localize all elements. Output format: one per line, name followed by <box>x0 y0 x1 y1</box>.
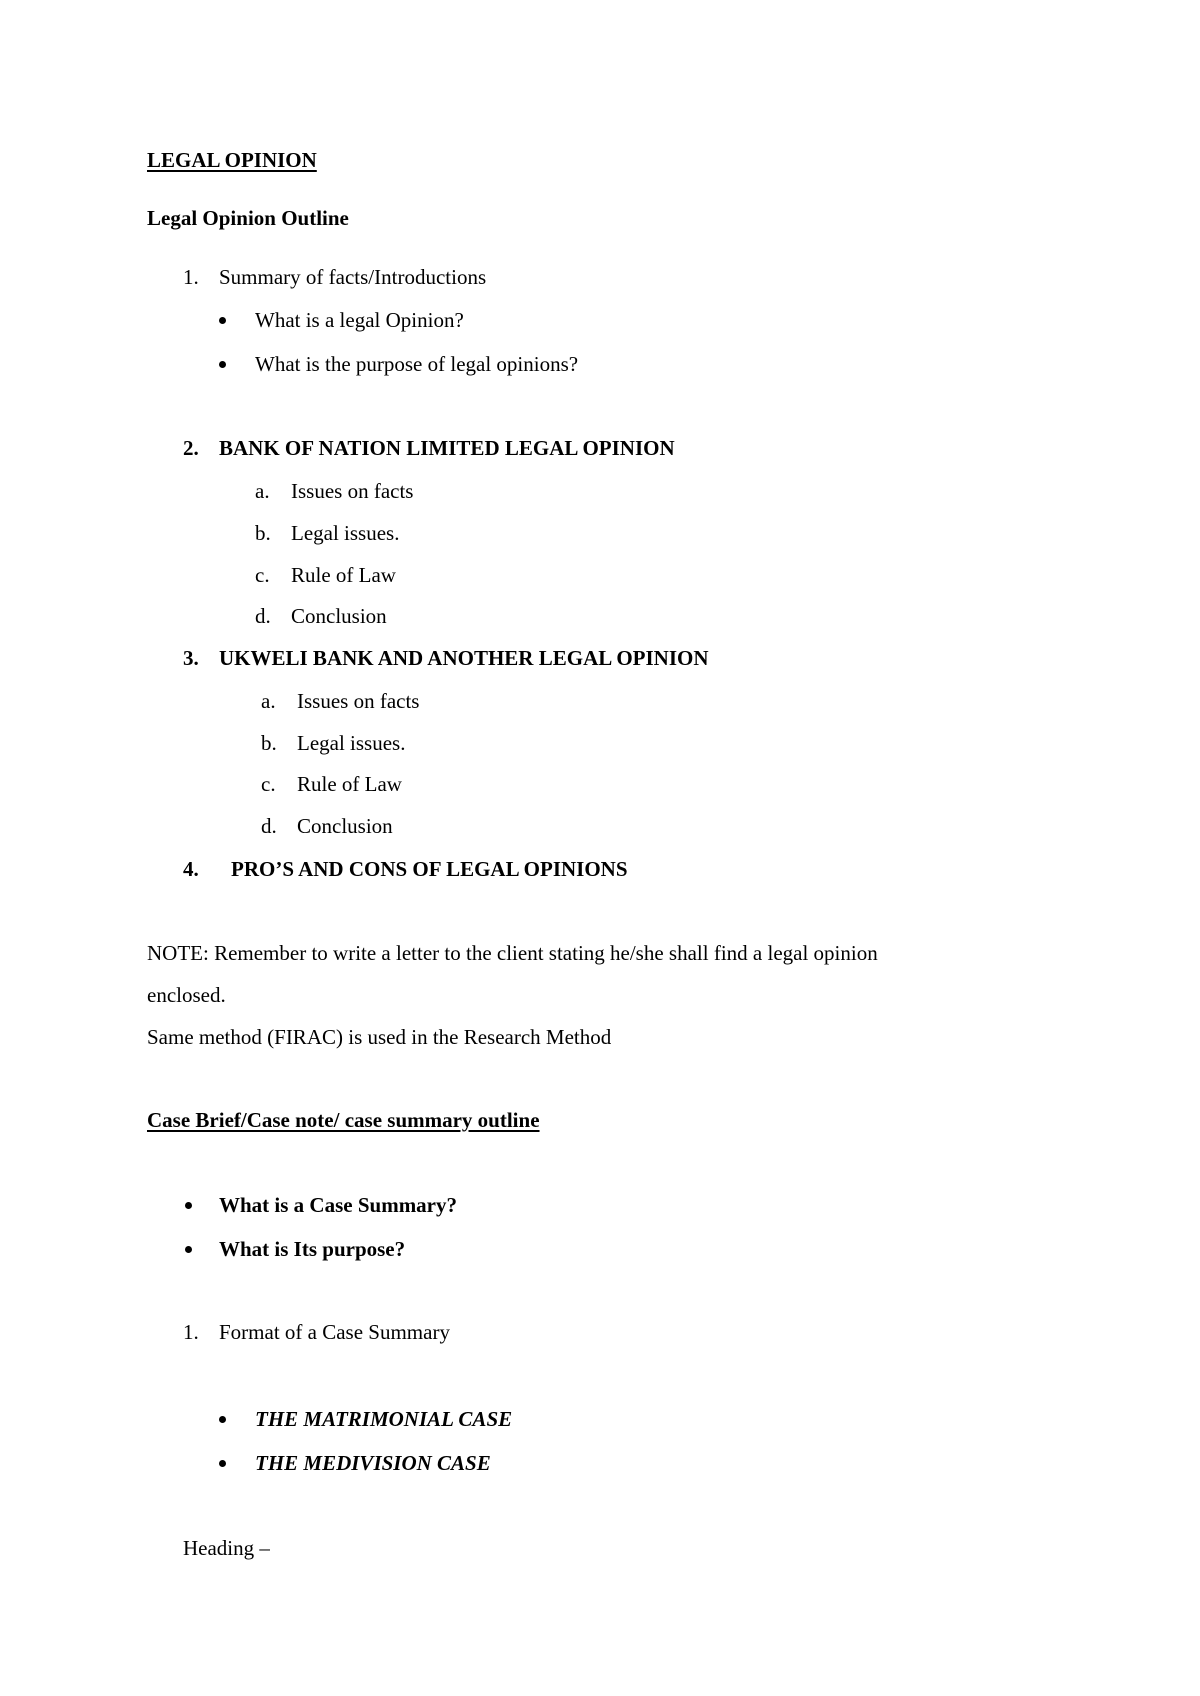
outline-heading: Legal Opinion Outline <box>147 206 349 230</box>
note-line-3: Same method (FIRAC) is used in the Research Method <box>147 1025 612 1049</box>
section3-item-marker: c. <box>261 772 276 796</box>
note-line-1: NOTE: Remember to write a letter to the client stating he/she shall find a legal opinion <box>147 941 878 965</box>
bullet-icon <box>219 1460 226 1467</box>
section1-label: Summary of facts/Introductions <box>219 265 487 289</box>
section2-item: Conclusion <box>291 604 387 628</box>
section2-item: Legal issues. <box>291 521 400 545</box>
section3-item: Rule of Law <box>297 772 402 796</box>
section4-number: 4. <box>183 857 199 881</box>
section4-label: PRO’S AND CONS OF LEGAL OPINIONS <box>231 857 628 881</box>
section2-label: BANK OF NATION LIMITED LEGAL OPINION <box>219 436 675 460</box>
section2-item-marker: c. <box>255 563 270 587</box>
case-brief-heading: Case Brief/Case note/ case summary outline <box>147 1108 540 1132</box>
section1-bullet-1: What is a legal Opinion? <box>255 308 464 332</box>
document-title: LEGAL OPINION <box>147 148 317 172</box>
section3-item-marker: d. <box>261 814 277 838</box>
section3-item: Issues on facts <box>297 689 420 713</box>
case-brief-bullet-1: What is a Case Summary? <box>219 1193 458 1217</box>
section1-bullet-2: What is the purpose of legal opinions? <box>255 352 579 376</box>
section3-item-marker: b. <box>261 731 277 755</box>
case-item-1: THE MATRIMONIAL CASE <box>255 1407 513 1431</box>
section2-item-marker: a. <box>255 479 270 503</box>
bullet-icon <box>219 317 226 324</box>
format-label: Format of a Case Summary <box>219 1320 450 1344</box>
section2-item: Rule of Law <box>291 563 396 587</box>
case-item-2: THE MEDIVISION CASE <box>255 1451 491 1475</box>
case-brief-bullet-2: What is Its purpose? <box>219 1237 406 1261</box>
heading-line: Heading – <box>183 1536 270 1560</box>
section3-item: Conclusion <box>297 814 393 838</box>
bullet-icon <box>185 1202 192 1209</box>
section2-item-marker: b. <box>255 521 271 545</box>
bullet-icon <box>219 1416 226 1423</box>
format-number: 1. <box>183 1320 199 1344</box>
section1-number: 1. <box>183 265 199 289</box>
section3-label: UKWELI BANK AND ANOTHER LEGAL OPINION <box>219 646 709 670</box>
section3-item-marker: a. <box>261 689 276 713</box>
section2-item: Issues on facts <box>291 479 414 503</box>
bullet-icon <box>185 1246 192 1253</box>
note-line-2: enclosed. <box>147 983 226 1007</box>
section2-item-marker: d. <box>255 604 271 628</box>
bullet-icon <box>219 361 226 368</box>
section3-number: 3. <box>183 646 199 670</box>
section2-number: 2. <box>183 436 199 460</box>
section3-item: Legal issues. <box>297 731 406 755</box>
